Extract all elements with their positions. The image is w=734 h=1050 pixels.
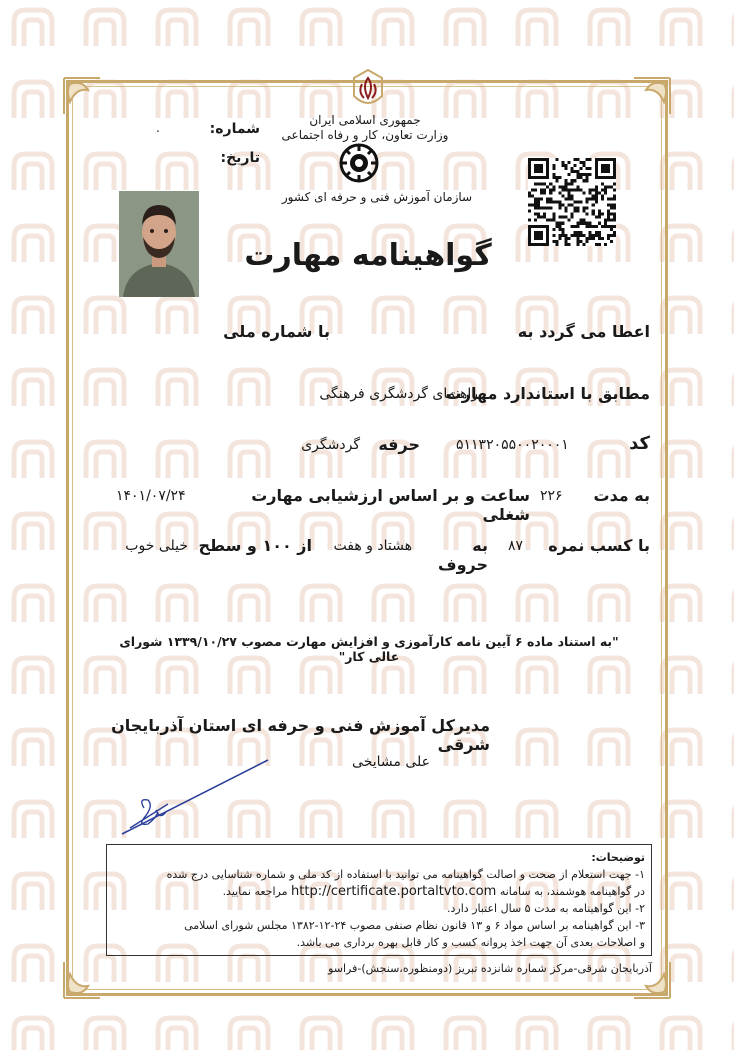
watermark-tile — [14, 658, 52, 694]
watermark-tile — [14, 1018, 52, 1050]
notes-line-2-end: مراجعه نمایید. — [222, 885, 288, 898]
notes-box — [106, 844, 652, 956]
watermark-tile — [14, 874, 52, 910]
watermark-tile — [446, 10, 484, 46]
watermark-tile — [14, 802, 52, 838]
notes-line-2 — [113, 883, 645, 900]
signature — [108, 748, 280, 842]
certificate-title: گواهینامه مهارت — [244, 238, 492, 273]
watermark-tile — [86, 10, 124, 46]
person-portrait-icon — [119, 191, 199, 297]
watermark-tile — [662, 10, 700, 46]
watermark-tile — [14, 586, 52, 622]
watermark-tile — [14, 154, 52, 190]
standard-label: مطابق با استاندارد مهارت — [445, 384, 650, 403]
qr-finder-pattern — [601, 164, 610, 173]
watermark-tile — [14, 514, 52, 550]
iran-emblem-icon — [348, 66, 388, 112]
verification-url[interactable]: http://certificate.portaltvto.com — [291, 884, 497, 899]
corner-ornament-top-right — [632, 76, 672, 116]
notes-heading: توضیحات: — [591, 851, 645, 864]
watermark-tile — [14, 442, 52, 478]
watermark-tile — [518, 10, 556, 46]
watermark-tile — [230, 10, 268, 46]
in-words-label: به حروف — [437, 536, 488, 574]
signatory-title: مدیرکل آموزش فنی و حرفه ای استان آذربایجان شرقی — [111, 716, 490, 754]
number-value: . — [156, 121, 160, 135]
number-label: شماره: — [209, 121, 260, 137]
watermark-tile — [446, 1018, 484, 1050]
watermark-tile — [302, 10, 340, 46]
signatory-name: علی مشایخی — [352, 754, 430, 770]
duration-value: ۲۲۶ — [540, 488, 563, 504]
watermark-tile — [14, 730, 52, 766]
watermark-tile — [518, 1018, 556, 1050]
date-label: تاریخ: — [220, 150, 260, 166]
watermark-tile — [374, 10, 412, 46]
watermark-tile — [590, 1018, 628, 1050]
organization-name: سازمان آموزش فنی و حرفه ای کشور — [281, 190, 473, 204]
watermark-tile — [302, 1018, 340, 1050]
standard-value: راهنمای گردشگری فرهنگی — [319, 386, 478, 402]
duration-label: به مدت — [593, 486, 650, 505]
corner-ornament-top-left — [62, 76, 102, 116]
notes-line-4: ۳- این گواهینامه بر اساس مواد ۶ و ۱۳ قانون نظام صنفی مصوب ۲۴-۱۲-۱۳۸۲ مجلس شورای اسلامی — [184, 919, 645, 932]
granted-to-label: اعطا می گردد به — [517, 322, 650, 341]
issue-date-value: ۱۴۰۱/۰۷/۲۴ — [116, 488, 186, 504]
corner-ornament-bottom-left — [62, 960, 102, 1000]
watermark-tile — [230, 1018, 268, 1050]
watermark-tile — [14, 226, 52, 262]
notes-line-1: ۱- جهت استعلام از صحت و اصالت گواهینامه می توانید با استفاده از کد ملی و شماره شناسایی درج شده — [166, 868, 645, 881]
trade-value: گردشگری — [301, 437, 360, 453]
ministry-name: وزارت تعاون، کار و رفاه اجتماعی — [281, 128, 449, 142]
notes-line-3: ۲- این گواهینامه به مدت ۵ سال اعتبار دارد. — [447, 902, 645, 915]
code-label: کد — [629, 433, 650, 454]
score-value: ۸۷ — [508, 538, 524, 554]
score-label: با کسب نمره — [548, 536, 650, 555]
out-of-label: از ۱۰۰ و سطح — [198, 536, 312, 555]
watermark-tile — [590, 10, 628, 46]
watermark-tile — [158, 10, 196, 46]
qr-code[interactable] — [528, 158, 616, 246]
notes-line-2-start: در گواهینامه هوشمند، به سامانه — [499, 885, 645, 898]
notes-line-5: و اصلاحات بعدی آن جهت اخذ پروانه کسب و کار قابل بهره برداری می باشد. — [296, 936, 645, 949]
national-id-label: با شماره ملی — [223, 322, 330, 341]
watermark-tile — [14, 82, 52, 118]
duration-hours-text: ساعت و بر اساس ارزشیابی مهارت شغلی — [251, 486, 530, 524]
issuing-center: آذربایجان شرقی-مرکز شماره شانزده تبریز (دومنظوره،سنجش)-فراسو — [328, 962, 652, 975]
watermark-tile — [158, 1018, 196, 1050]
in-words-value: هشتاد و هفت — [333, 538, 412, 554]
level-value: خیلی خوب — [125, 538, 188, 554]
watermark-tile — [14, 10, 52, 46]
country-name: جمهوری اسلامی ایران — [309, 113, 421, 127]
qr-finder-pattern — [534, 164, 543, 173]
watermark-tile — [662, 1018, 700, 1050]
watermark-tile — [14, 946, 52, 982]
watermark-tile — [14, 370, 52, 406]
regulation-text: "به استناد ماده ۶ آیین نامه کارآموزی و افزایش مهارت مصوب ۱۳۳۹/۱۰/۲۷ شورای عالی کار" — [119, 634, 619, 664]
code-value: ۵۱۱۳۲۰۵۵۰۰۲۰۰۰۱ — [456, 437, 569, 453]
holder-photo — [119, 191, 199, 297]
tvto-logo-icon — [339, 143, 379, 183]
watermark-tile — [374, 1018, 412, 1050]
watermark-tile — [86, 1018, 124, 1050]
watermark-tile — [14, 298, 52, 334]
trade-label: حرفه — [378, 435, 420, 454]
